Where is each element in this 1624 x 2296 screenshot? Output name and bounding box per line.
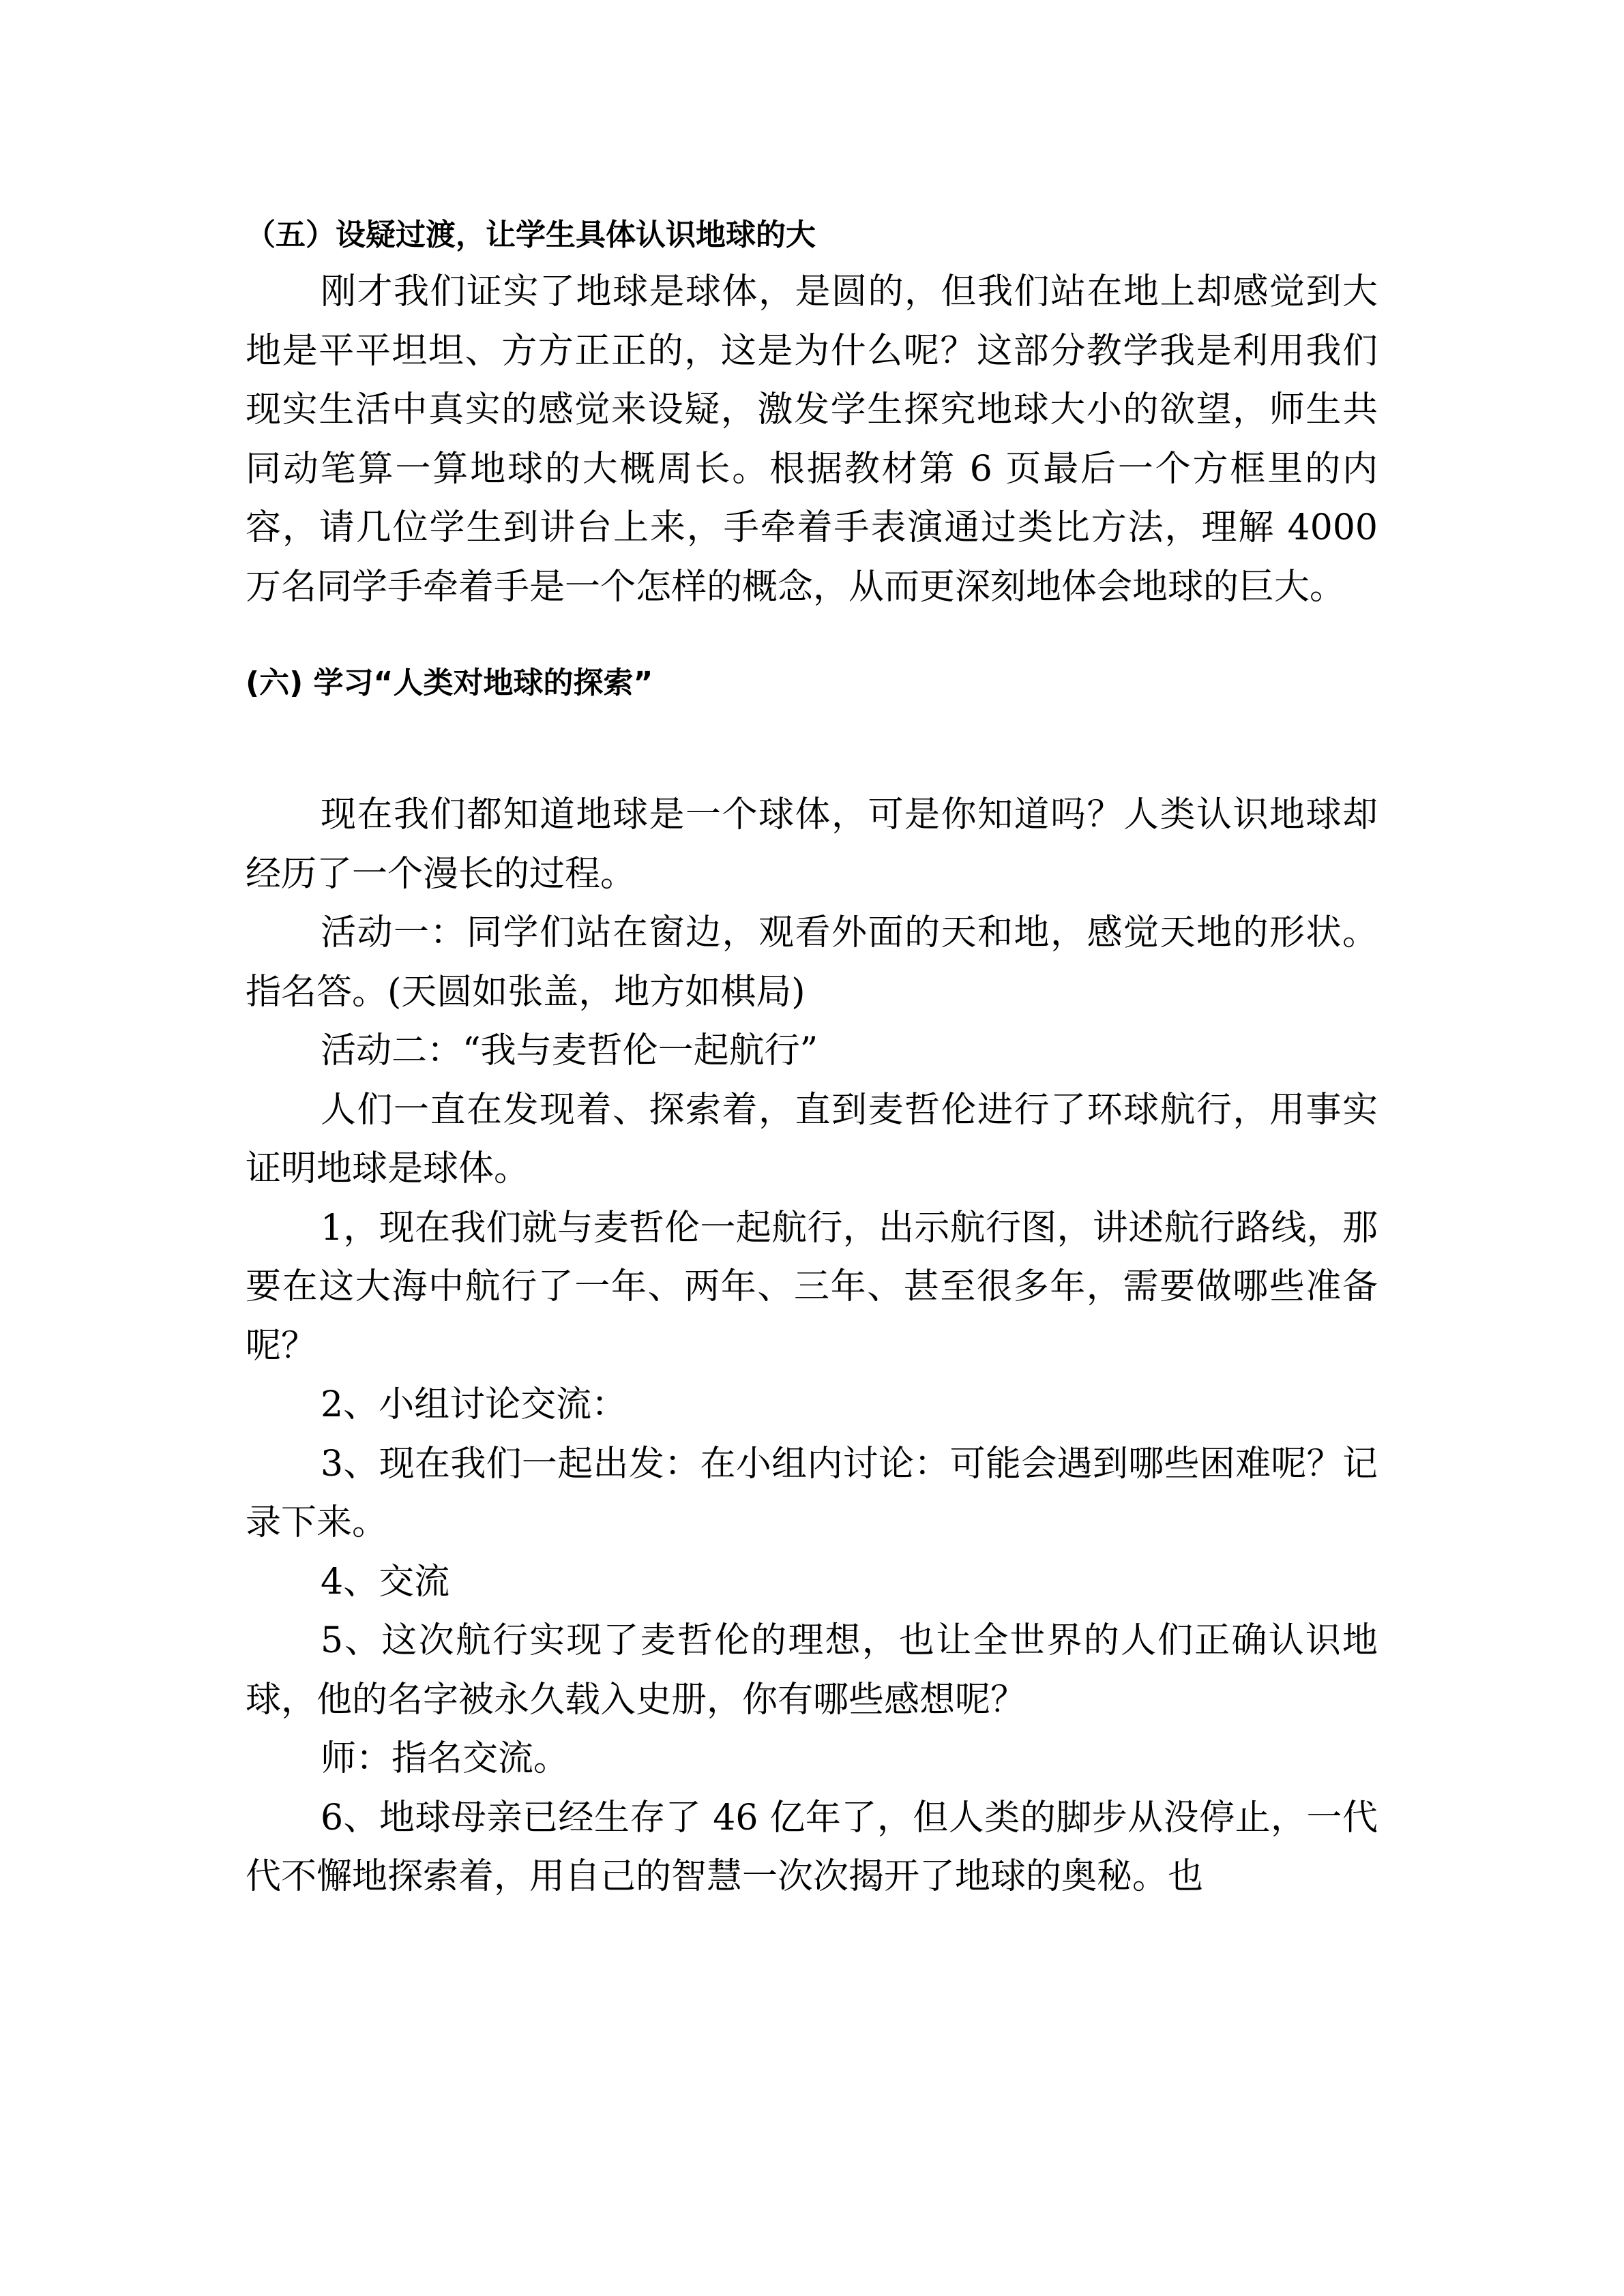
- paragraph-teacher: 师：指名交流。: [321, 1738, 570, 1779]
- paragraph-magellan: 人们一直在发现着、探索着，直到麦哲伦进行了环球航行，用事实证明地球是球体。: [246, 1089, 1378, 1189]
- document-body: [246, 208, 1378, 1907]
- section-5-heading: （五）设疑过渡，让学生具体认识地球的大: [246, 218, 816, 252]
- paragraph-step-5: 5、这次航行实现了麦哲伦的理想，也让全世界的人们正确认识地球，他的名字被永久载入史册，你有哪些感想呢？: [246, 1620, 1378, 1720]
- section-5-paragraph: 刚才我们证实了地球是球体，是圆的，但我们站在地上却感觉到大地是平平坦坦、方方正正的，这是为什么呢？这部分教学我是利用我们现实生活中真实的感觉来设疑，激发学生探究地球大小的欲望，师生共同动笔算一算地球的大概周长。根据教材第 6 页最后一个方框里的内容，请几位学生到讲台上来，手牵着手表演通过类比方法，理解 4000 万名同学手牵着手是一个怎样的概念，从而更深刻地体会地球的巨大。: [246, 271, 1378, 608]
- paragraph-intro: 现在我们都知道地球是一个球体，可是你知道吗？人类认识地球却经历了一个漫长的过程。: [246, 794, 1378, 895]
- paragraph-step-4: 4、交流: [321, 1561, 450, 1602]
- paragraph-activity-2-title: 活动二：“我与麦哲伦一起航行”: [321, 1030, 818, 1071]
- section-6-heading: (六) 学习“人类对地球的探索”: [246, 666, 653, 700]
- paragraph-step-2: 2、小组讨论交流：: [321, 1384, 628, 1425]
- paragraph-activity-1: 活动一：同学们站在窗边，观看外面的天和地，感觉天地的形状。指名答。(天圆如张盖，地方如棋局): [246, 912, 1378, 1013]
- section-gap: [246, 711, 1378, 786]
- paragraph-step-6: 6、地球母亲已经生存了 46 亿年了，但人类的脚步从没停止，一代代不懈地探索着，用自己的智慧一次次揭开了地球的奥秘。也: [246, 1797, 1378, 1897]
- paragraph-step-1: 1，现在我们就与麦哲伦一起航行，出示航行图，讲述航行路线，那要在这大海中航行了一年、两年、三年、甚至很多年，需要做哪些准备呢？: [246, 1207, 1378, 1367]
- paragraph-step-3: 3、现在我们一起出发：在小组内讨论：可能会遇到哪些困难呢？记录下来。: [246, 1443, 1378, 1543]
- section-gap: [246, 616, 1378, 656]
